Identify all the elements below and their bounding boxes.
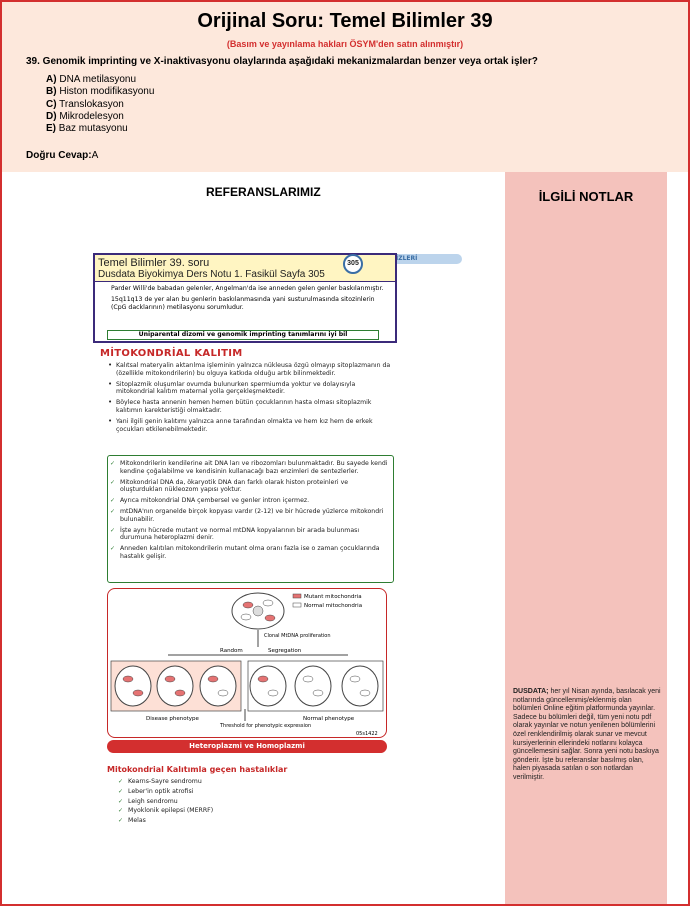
normal-phenotype-label: Normal phenotype: [303, 716, 355, 722]
notes-body: her yıl Nisan ayında, basılacak yeni notlarında güncellenmiş/eklenmiş olan bölümleri Online eğitim platformunda yayınlar. Sadece bu bölümleri değil, tüm yeni notu pdf olarak yayınlar ve notun yenilenen bölümlerini özel renklendirilmiş olarak sunar ve mevcut kursiyerlerinin ellerindeki notlarını kolayca güncellemesini sağlar. Sonra yeni notu baskıya gönderir. İşte bu referanslar basılmış olan, halen piyasada satılan o son notlardan verilmiştir.: [513, 688, 661, 781]
segregation-label: Segregation: [268, 648, 302, 654]
option-letter: B): [46, 86, 57, 98]
heteroplasmy-figure: [107, 588, 387, 738]
option-text: Mikrodelesyon: [59, 110, 124, 122]
notes-panel: [505, 172, 667, 904]
list-item: ✓ Myoklonik epilepsi (MERRF): [118, 807, 318, 815]
list-item: ✓ Anneden kalıtılan mitokondrilerin mutant olma oranı fazla ise o zaman çocuklarında hastalık gelişir.: [110, 545, 389, 561]
option-e: [46, 123, 154, 135]
list-item: ✓ Mitokondrilerin kendilerine ait DNA ları ve ribozomları bulunmaktadır. Bu sayede kendi kendine çoğalabilme ve kendisinin kullanacağı bazı enzimleri de sentezlerler.: [110, 460, 389, 476]
list-item: ✓ mtDNA'nın organelde birçok kopyası vardır (2-12) ve bir hücrede yüzlerce mitokondri bulunabilir.: [110, 508, 389, 524]
mito-bullet-list: [106, 362, 391, 436]
callout-source-ref: Dusdata Biyokimya Ders Notu 1. Fasikül Sayfa 305: [98, 269, 325, 280]
list-item: ✓ Leber'in optik atrofisi: [118, 788, 318, 796]
option-text: Baz mutasyonu: [58, 123, 128, 135]
option-letter: A): [46, 74, 57, 85]
option-a: [46, 74, 154, 86]
answer-value: A: [91, 150, 99, 161]
mito-dna-facts-box: [107, 455, 394, 583]
notes-text: [513, 688, 661, 783]
list-item: ✓ Leigh sendromu: [118, 798, 318, 806]
option-text: Translokasyon: [59, 98, 124, 110]
figure-caption-banner: Heteroplazmi ve Homoplazmi: [107, 740, 387, 753]
page-number-badge: 305: [343, 254, 363, 274]
option-letter: D): [46, 110, 57, 122]
list-item: ✓ Kearns-Sayre sendromu: [118, 778, 318, 786]
heteroplasmy-diagram: [108, 589, 388, 739]
list-item: ✓ Mitokondrial DNA da, ökaryotik DNA dan farklı olarak histon proteinleri ve oluşturdukları nükleozom yapısı yoktur.: [110, 479, 389, 495]
answer-options: [46, 74, 154, 135]
list-item: ✓ Melas: [118, 817, 318, 825]
uniparental-note-box: Uniparental dizomi ve genomik imprinting tanımlarını iyi bil: [107, 330, 379, 340]
correct-answer: [26, 150, 98, 161]
references-title: REFERANSLARIMIZ: [206, 185, 321, 199]
callout-bullets: [101, 285, 391, 314]
figure-code: 05s1422: [356, 731, 378, 737]
legend-normal-swatch: [293, 603, 301, 607]
list-item: • Yani ilgili genin kalıtımı yalnızca anne tarafından olmakta ve hem kız hem de erkek çocukları etkilenebilmektedir.: [106, 418, 391, 434]
notes-title: İLGİLİ NOTLAR: [538, 189, 634, 204]
list-item: • Kalıtsal materyalin aktarılma işleminin yalnızca nükleusa özgü olmayıp sitoplazmanın da (özellikle mitokondrilerin) bu olguya katkıda olduğu artık bilinmektedir.: [106, 362, 391, 378]
clonal-label: Clonal MtDNA proliferation: [264, 633, 331, 639]
question-text: 39. Genomik imprinting ve X-inaktivasyonu olaylarında aşağıdaki mekanizmalardan benzer veya ortak işler?: [26, 56, 538, 67]
legend-mutant-label: Mutant mitochondria: [304, 594, 362, 600]
page-title: Orijinal Soru: Temel Bilimler 39: [197, 10, 493, 32]
disease-phenotype-label: Disease phenotype: [146, 716, 199, 722]
random-label: Random: [220, 648, 243, 654]
list-item: ✓ Ayrıca mitokondrial DNA çembersel ve genler intron içermez.: [110, 497, 389, 505]
disease-list: [118, 778, 318, 827]
option-b: [46, 86, 154, 98]
answer-label: Doğru Cevap:: [26, 150, 92, 161]
list-item: ✓ İşte aynı hücrede mutant ve normal mtDNA kopyalarının bir arada bulunması durumuna heteroplazmi denir.: [110, 527, 389, 543]
option-text: DNA metilasyonu: [59, 74, 137, 85]
question-header: [2, 2, 688, 172]
option-text: Histon modifikasyonu: [59, 86, 155, 98]
list-item: 15q11q13 de yer alan bu genlerin baskılanmasında yani susturulmasında sitozinlerin (CpG dacklarının) metilasyonu sorumludur.: [111, 295, 375, 311]
list-item: • Sitoplazmik oluşumlar ovumda bulunurken spermiumda yoktur ve dolayısıyla mitokondrial kalıtım maternal yolla gerçekleşmektedir.: [106, 381, 391, 397]
legend-mutant-swatch: [293, 594, 301, 598]
callout-question-ref: Temel Bilimler 39. soru: [98, 257, 210, 269]
option-d: [46, 111, 154, 123]
list-item: Parder Willi'de babadan gelenler, Angelman'da ise anneden gelen genler baskılanmıştır.: [111, 285, 384, 292]
list-item: • Böylece hasta annenin hemen hemen bütün çocuklarının hasta olması sitoplazmik kalıtımın karekteristiği olmaktadır.: [106, 399, 391, 415]
option-letter: E): [46, 123, 56, 135]
mito-heading: MİTOKONDRİAL KALITIM: [100, 348, 243, 359]
section-tab-label: İZLERİ: [396, 255, 418, 262]
notes-lead: DUSDATA;: [513, 688, 549, 695]
copyright-notice: (Basım ve yayınlama hakları ÖSYM'den satın alınmıştır): [226, 39, 464, 49]
legend-normal-label: Normal mitochondria: [304, 603, 363, 609]
option-letter: C): [46, 98, 57, 110]
disease-heading: Mitokondrial Kalıtımla geçen hastalıklar: [107, 765, 288, 774]
mito-dna-facts-list: [110, 460, 389, 561]
option-c: [46, 99, 154, 111]
threshold-label: Threshold for phenotypic expression: [220, 723, 312, 729]
